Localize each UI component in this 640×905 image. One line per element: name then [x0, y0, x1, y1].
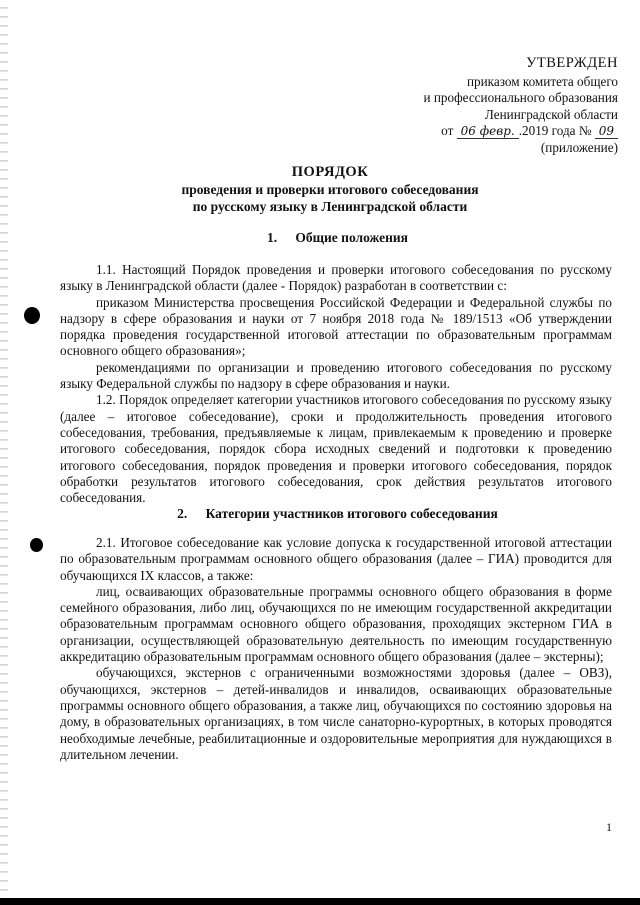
approval-date-line — [378, 123, 618, 140]
handwritten-date: 06 февр. — [457, 124, 519, 139]
paragraph: 1.1. Настоящий Порядок проведения и проверки итогового собеседования по русскому языку в Ленинградской области (далее - Порядок) разработан в соответствии с: — [60, 262, 612, 294]
paragraph: 2.1. Итоговое собеседование как условие допуска к государственной итоговой аттестации по образовательным программам основного общего образования (далее – ГИА) проводится для обучающихся IX классов, а также: — [60, 535, 612, 583]
scan-perforation-edge — [0, 0, 8, 905]
subtitle-line: по русскому языку в Ленинградской области — [192, 199, 468, 214]
approval-line: приказом комитета общего — [466, 73, 618, 89]
scan-bottom-border — [0, 898, 640, 905]
subtitle-line: проведения и проверки итогового собеседования — [181, 182, 479, 197]
date-prefix: от — [441, 123, 454, 138]
punch-hole — [24, 307, 40, 324]
date-suffix: .2019 года № — [518, 123, 592, 138]
approval-block — [378, 55, 618, 156]
handwritten-number: 09 — [595, 124, 618, 139]
section-heading — [60, 506, 600, 522]
section-heading — [60, 230, 600, 246]
approval-line: Ленинградской области — [484, 106, 618, 122]
paragraph: рекомендациями по организации и проведению итогового собеседования по русскому языку Федеральной службы по надзору в сфере образования и науки. — [60, 359, 612, 392]
approval-note: (приложение) — [540, 139, 618, 155]
approval-line: и профессионального образования — [423, 90, 618, 105]
punch-hole — [30, 538, 43, 552]
approval-heading: УТВЕРЖДЕН — [526, 55, 618, 71]
section-body — [60, 535, 612, 763]
paragraph: обучающихся, экстернов с ограниченными возможностями здоровья (далее – ОВЗ), обучающихся, экстернов – детей-инвалидов и инвалидов, осваивающих образовательные программы основного общего образования, а также лиц, обучающихся по состоянию здоровья на дому, в образовательных организациях, в том числе санаторно-курортных, в которых проводятся необходимые лечебные, реабилитационные и оздоровительные мероприятия для нуждающихся в длительном лечении. — [60, 665, 612, 762]
paragraph: 1.2. Порядок определяет категории участников итогового собеседования по русскому языку (далее – итоговое собеседование), сроки и продолжительность проведения итогового собеседования, требования, предъявляемые к лицам, привлекаемым к проведению и проверке итогового собеседования, порядок сбора исходных сведений и подготовки к проведению итогового собеседования, порядок проведения и проверки итогового собеседования, порядок обработки результатов итогового собеседования, срок действия результатов итогового собеседования. — [60, 392, 612, 506]
section-title: Общие положения — [295, 230, 408, 245]
document-title: ПОРЯДОК — [291, 164, 369, 180]
section-body — [60, 262, 612, 506]
section-number: 1. — [266, 230, 278, 245]
page-number: 1 — [606, 820, 612, 834]
section-number: 2. — [177, 506, 188, 521]
paragraph: лиц, осваивающих образовательные программы основного общего образования в форме семейного образования, либо лиц, обучающихся по не имеющим государственной аккредитации образовательным программам основного общего образования, проходящих экстерном ГИА в организации, осуществляющей образовательную деятельность по имеющим государственную аккредитацию образовательным программам основного общего образования (далее – экстерны); — [60, 583, 612, 665]
document-subtitle — [60, 181, 600, 215]
paragraph: приказом Министерства просвещения Российской Федерации и Федеральной службы по надзору в сфере образования и науки от 7 ноября 2018 года № 189/1513 «Об утверждении порядка проведения государственной итоговой аттестации по образовательным программам основного общего образования»; — [60, 294, 612, 359]
section-title: Категории участников итогового собеседования — [205, 506, 498, 521]
